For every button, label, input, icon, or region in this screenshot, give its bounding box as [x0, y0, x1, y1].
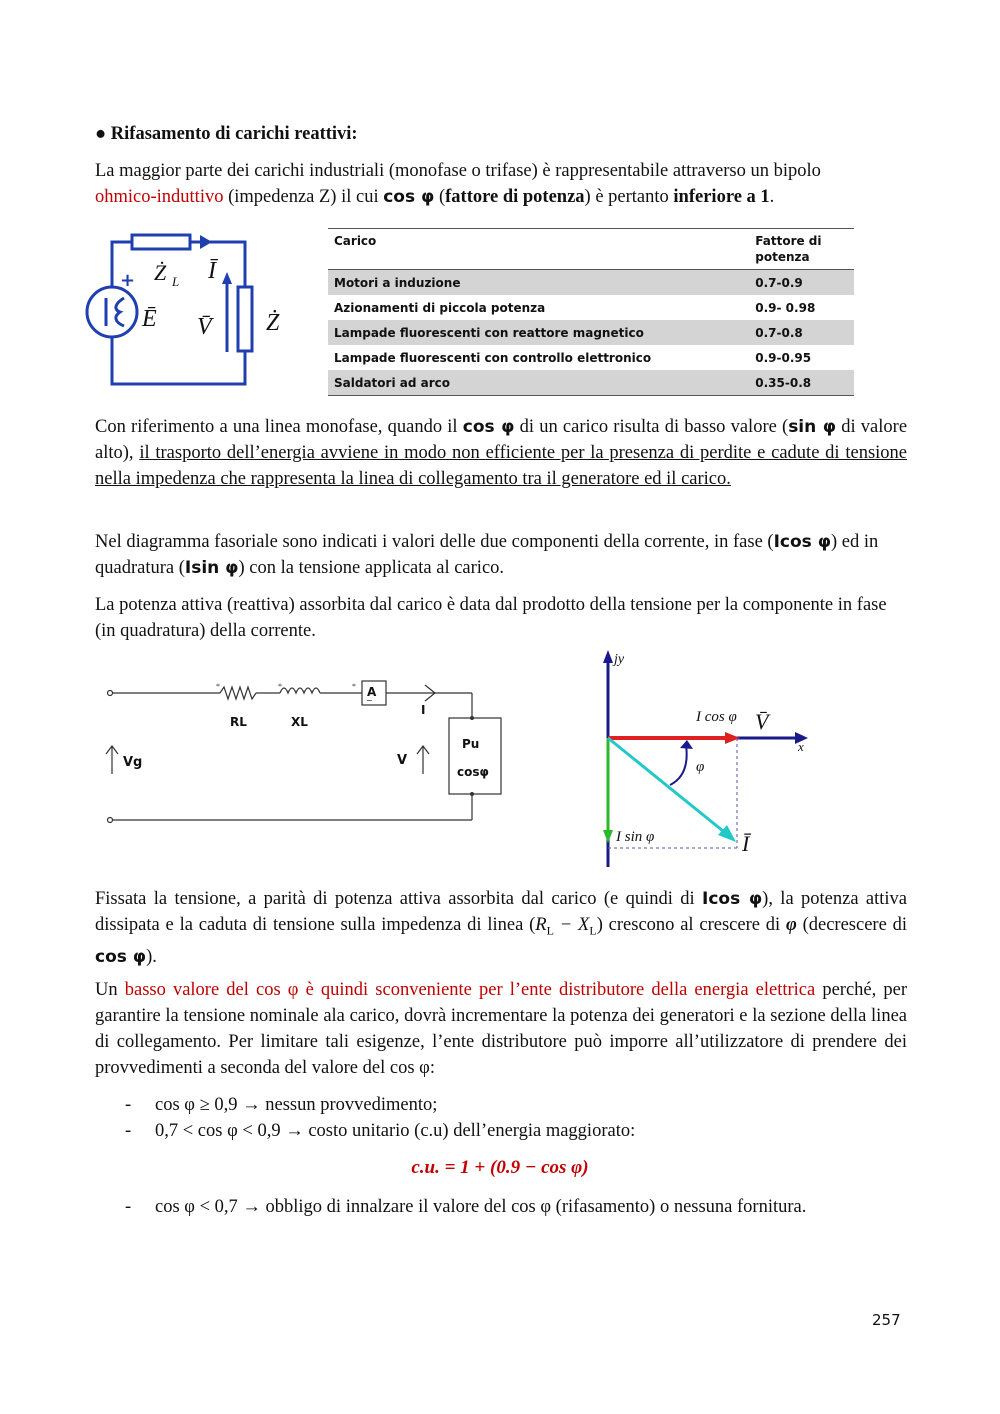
vg-label: Vg — [123, 755, 143, 770]
unit-cost-formula: c.u. = 1 + (0.9 − cos φ) — [411, 1157, 589, 1178]
phi-label: φ — [696, 759, 705, 775]
zl-label: Ż — [154, 260, 167, 285]
phasor-components-paragraph: Nel diagramma fasoriale sono indicati i valori delle due componenti della corrente, in fase (Icos φ) ed in quadratura (Isin φ) con la tensione applicata al carico. — [95, 532, 879, 578]
condition-list — [95, 1092, 907, 1144]
emf-label: Ē — [142, 306, 157, 332]
svg-text:*: * — [352, 682, 356, 691]
table-header-pf: Fattore di potenza — [749, 229, 854, 270]
icos-label: I cos φ — [696, 709, 737, 725]
ammeter-label: A — [367, 685, 377, 699]
rl-label: RL — [230, 715, 247, 729]
power-factor-table — [328, 228, 854, 396]
pu-label: Pu — [462, 737, 480, 751]
jy-axis-label: jy — [614, 652, 625, 667]
isin-label: I sin φ — [616, 829, 655, 845]
impedance-label: Ż — [266, 310, 280, 336]
v-label: V — [397, 753, 408, 768]
svg-text:~: ~ — [366, 696, 373, 705]
voltage-label: V̄ — [197, 314, 212, 340]
section-heading: ● Rifasamento di carichi reattivi: — [95, 124, 358, 144]
zl-sub: L — [172, 274, 180, 289]
table-row: Azionamenti di piccola potenza 0.9- 0.98 — [334, 300, 816, 315]
load-circuit-diagram — [80, 232, 300, 394]
condition-list-2 — [95, 1194, 907, 1220]
active-power-paragraph: La potenza attiva (reattiva) assorbita dal carico è data dal prodotto della tensione per la componente in fase (in quadratura) della corrente. — [95, 595, 887, 641]
list-item: - 0,7 < cos φ < 0,9 → costo unitario (c.u) dell’energia maggiorato: — [125, 1121, 636, 1141]
svg-text:*: * — [278, 682, 282, 691]
list-item: - cos φ ≥ 0,9 → nessun provvedimento; — [125, 1095, 438, 1115]
table-row: Lampade fluorescenti con reattore magnetico 0.7-0.8 — [328, 320, 854, 345]
line-losses-paragraph: Fissata la tensione, a parità di potenza attiva assorbita dal carico (e quindi di Icos φ), la potenza attiva dissipata e la caduta di tensione sulla impedenza di linea $(R_L - X_L)$ crescono al crescere di φ (decrescere di cos φ). — [95, 889, 907, 967]
distributor-paragraph: Un basso valore del cos φ è quindi sconveniente per l’ente distributore della energia elettrica perché, per garantire la tensione nominale ala carico, dovrà incrementare la potenza dei generatori e la sezione della linea di collegamento. Per limitare tali esigenze, l’ente distributore può imporre all’utilizzatore di prendere dei provvedimenti a seconda del valore del cos φ: — [95, 980, 907, 1078]
svg-text:+: + — [120, 270, 136, 291]
svg-text:*: * — [216, 682, 220, 691]
table-row: Motori a induzione 0.7-0.9 — [328, 270, 854, 296]
page-number: 257 — [872, 1311, 901, 1329]
cosphi-label: cosφ — [457, 765, 489, 779]
list-item: - cos φ < 0,7 → obbligo di innalzare il valore del cos φ (rifasamento) o nessuna fornitura. — [125, 1197, 807, 1217]
v-phasor-label: V̄ — [755, 709, 769, 734]
table-row: Lampade fluorescenti con controllo elettronico 0.9-0.95 — [334, 350, 812, 365]
current-label: I — [421, 703, 426, 717]
table-header-load: Carico — [328, 229, 749, 270]
phasor-diagram — [590, 645, 820, 870]
current-label: Ī — [208, 258, 216, 284]
table-row: Saldatori ad arco 0.35-0.8 — [328, 370, 854, 396]
i-phasor-label: Ī — [742, 831, 750, 856]
xl-label: XL — [291, 715, 308, 729]
intro-paragraph: La maggior parte dei carichi industriali (monofase o trifase) è rappresentabile attraverso un bipolo ohmico-induttivo (impedenza Z) il cui cos φ (fattore di potenza) è pertanto inferiore a 1. — [95, 161, 821, 207]
x-axis-label: x — [798, 739, 804, 754]
line-efficiency-paragraph: Con riferimento a una linea monofase, quando il cos φ di un carico risulta di basso valore (sin φ di valore alto), il trasporto dell’energia avviene in modo non efficiente per la presenza di perdite e cadute di tensione nella impedenza che rappresenta la linea di collegamento tra il generatore ed il carico. — [95, 417, 908, 489]
line-load-circuit-diagram — [100, 676, 510, 832]
